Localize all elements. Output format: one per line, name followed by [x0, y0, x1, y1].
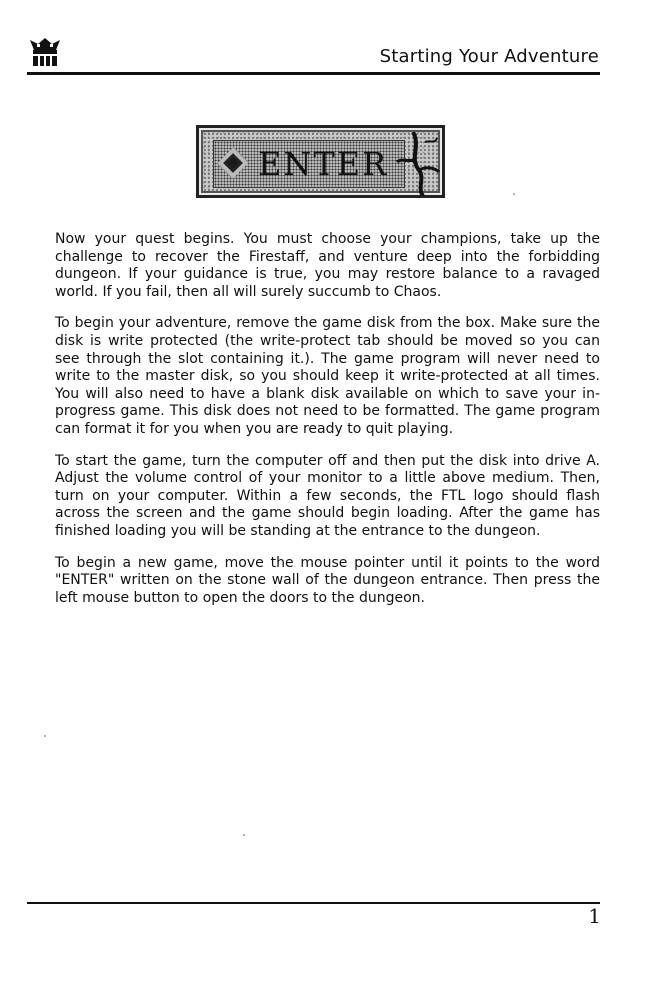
paragraph-disk: To begin your adventure, remove the game disk from the box. Make sure the disk is write protected (the write-protect tab should be moved so you can see through the slot containing it.). The game program will never need to write to the master disk, so you should keep it write-protected at all times. You will also need to have a blank disk available on which to save your in-progress game. This disk does not need to be formatted. The game program can format it for you when you are ready to quit playing.: [55, 315, 600, 437]
header-rule: [27, 72, 600, 75]
enter-stone-panel: [213, 140, 405, 188]
paragraph-start: To start the game, turn the computer off and then put the disk into drive A. Adjust the volume control of your monitor to a little above medium. Then, turn on your computer. Within a few seconds, the FTL logo should flash across the screen and the game should begin loading. After the game has finished loading you will be standing at the entrance to the dungeon.: [55, 452, 600, 539]
body-text: [55, 231, 600, 621]
print-speck: [243, 834, 245, 836]
footer-rule: [27, 902, 600, 904]
page-number: 1: [588, 904, 601, 928]
paragraph-new-game: To begin a new game, move the mouse pointer until it points to the word "ENTER" written on the stone wall of the dungeon entrance. Then press the left mouse button to open the doors to the dungeon.: [55, 554, 600, 606]
vine-ornament-icon: [395, 132, 441, 196]
print-speck: [44, 735, 46, 737]
ftl-masks-logo-icon: [28, 36, 62, 70]
enter-banner: [196, 125, 445, 198]
running-title: Starting Your Adventure: [379, 46, 599, 67]
print-speck: [513, 193, 515, 195]
enter-word: ENTER: [258, 145, 389, 183]
stone-diamond-icon: [217, 147, 248, 178]
paragraph-intro: Now your quest begins. You must choose your champions, take up the challenge to recover the Firestaff, and venture deep into the forbidding dungeon. If your guidance is true, you may restore balance to a ravaged world. If you fail, then all will surely succumb to Chaos.: [55, 231, 600, 300]
